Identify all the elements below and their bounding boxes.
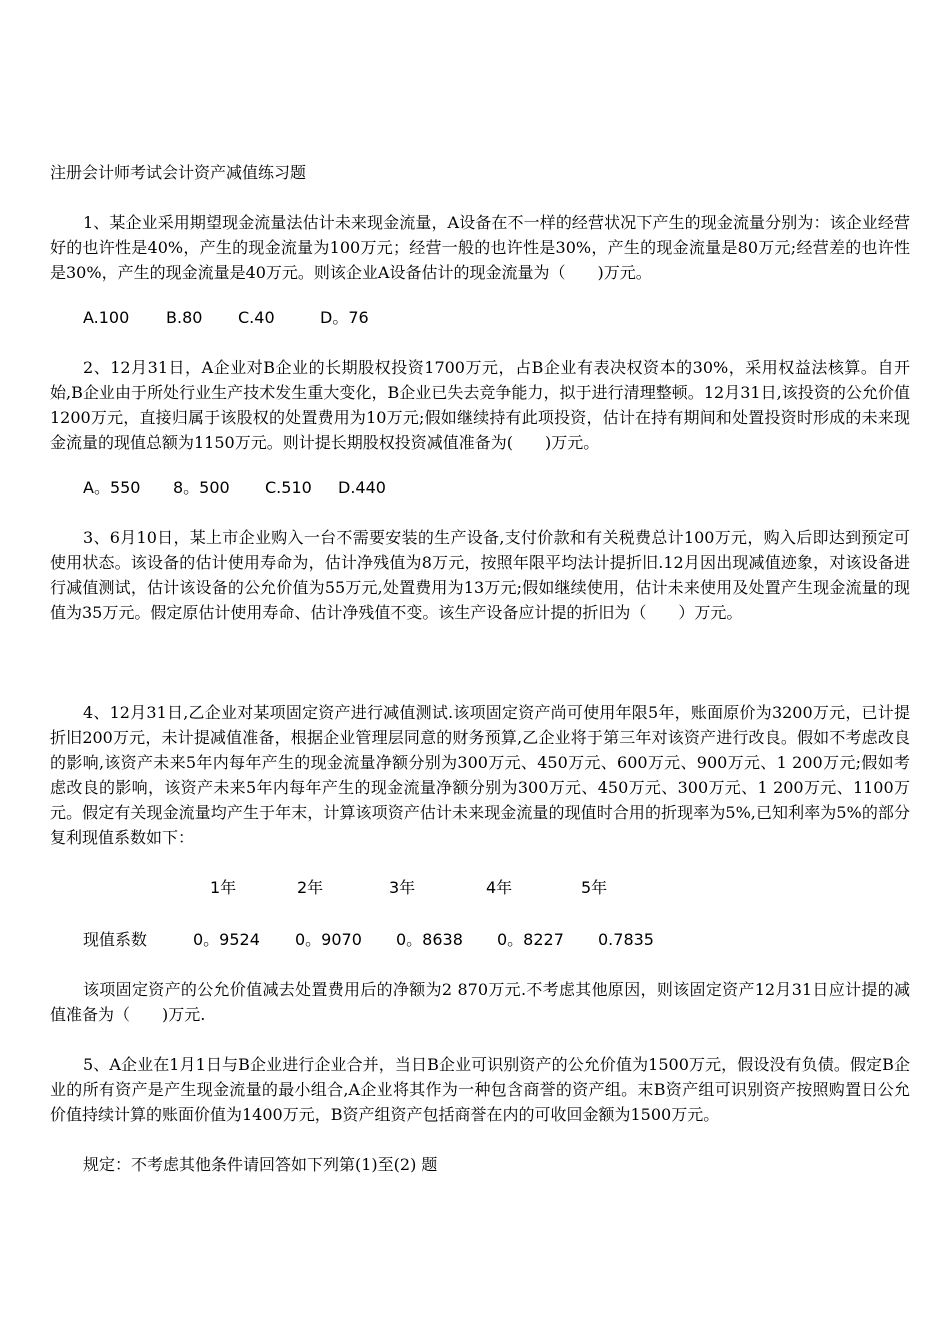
question-1-option-c: C.40 bbox=[238, 308, 275, 327]
question-2-option-b: 8。500 bbox=[173, 478, 230, 497]
question-3-text: 3、6月10日，某上市企业购入一台不需要安装的生产设备,支付价款和有关税费总计100万元，购入后即达到预定可使用状态。该设备的估计使用寿命为，估计净残值为8万元，按照年限平均法计提折旧.12月因出现减值迹象，对该设备进行减值测试，估计该设备的公允价值为55万元,处置费用为13万元;假如继续使用，估计未来使用及处置产生现金流量的现值为35万元。假定原估计使用寿命、估计净残值不变。该生产设备应计提的折旧为（ ）万元。 bbox=[50, 528, 910, 622]
discount-table-row-label: 现值系数 bbox=[83, 930, 148, 949]
discount-table-value-year-2: 0。9070 bbox=[295, 930, 362, 949]
document-page bbox=[50, 160, 910, 1177]
question-2-option-c: C.510 bbox=[265, 478, 312, 497]
question-2-text: 2、12月31日，A企业对B企业的长期股权投资1700万元，占B企业有表决权资本的30%，采用权益法核算。自开始,B企业由于所处行业生产技术发生重大变化，B企业已失去竞争能力，拟于进行清理整顿。12月31日,该投资的公允价值1200万元，直接归属于该股权的处置费用为10万元;假如继续持有此项投资，估计在持有期间和处置投资时形成的未来现金流量的现值总额为1150万元。则计提长期股权投资减值准备为( )万元。 bbox=[50, 358, 910, 452]
discount-table-value-year-4: 0。8227 bbox=[497, 930, 564, 949]
question-4-text: 4、12月31日,乙企业对某项固定资产进行减值测试.该项固定资产尚可使用年限5年，账面原价为3200万元，已计提折旧200万元，未计提减值准备，根据企业管理层同意的财务预算,乙企业将于第三年对该资产进行改良。假如不考虑改良的影响,该资产未来5年内每年产生的现金流量净额分别为300万元、450万元、600万元、900万元、1 200万元;假如考虑改良的影响，该资产未来5年内每年产生的现金流量净额分别为300万元、450万元、300万元、1 200万元、1100万元。假定有关现金流量均产生于年末，计算该项资产估计未来现金流量的现值时合用的折现率为5%,已知利率为5%的部分复利现值系数如下： bbox=[50, 703, 910, 847]
question-1-options bbox=[83, 305, 910, 330]
question-1-text: 1、某企业采用期望现金流量法估计未来现金流量，A设备在不一样的经营状况下产生的现金流量分别为：该企业经营好的也许性是40%，产生的现金流量为100万元；经营一般的也许性是30%，产生的现金流量是80万元;经营差的也许性是30%，产生的现金流量是40万元。则该企业A设备估计的现金流量为（ )万元。 bbox=[50, 213, 910, 282]
discount-table-value-year-5: 0.7835 bbox=[598, 930, 654, 949]
discount-table-value-year-3: 0。8638 bbox=[396, 930, 463, 949]
discount-table-header-row bbox=[50, 875, 910, 900]
question-2-option-a: A。550 bbox=[83, 478, 141, 497]
discount-table-header-year-5: 5年 bbox=[581, 878, 608, 897]
discount-table-value-year-1: 0。9524 bbox=[193, 930, 260, 949]
question-1-option-d: D。76 bbox=[320, 308, 369, 327]
discount-table-header-year-4: 4年 bbox=[486, 878, 513, 897]
question-5-text: 5、A企业在1月1日与B企业进行企业合并，当日B企业可识别资产的公允价值为1500万元，假设没有负债。假定B企业的所有资产是产生现金流量的最小组合,A企业将其作为一种包含商誉的资产组。末B资产组可识别资产按照购置日公允价值持续计算的账面价值为1400万元，B资产组资产包括商誉在内的可收回金额为1500万元。 bbox=[50, 1055, 910, 1124]
question-2-option-d: D.440 bbox=[338, 478, 386, 497]
question-1-option-a: A.100 bbox=[83, 308, 130, 327]
question-1-option-b: B.80 bbox=[166, 308, 203, 327]
question-5-rule: 规定：不考虑其他条件请回答如下列第(1)至(2) 题 bbox=[83, 1155, 438, 1174]
document-title: 注册会计师考试会计资产减值练习题 bbox=[50, 163, 307, 182]
discount-table-header-year-2: 2年 bbox=[297, 878, 324, 897]
discount-table-header-year-3: 3年 bbox=[389, 878, 416, 897]
question-2-options bbox=[83, 475, 910, 500]
question-4-tail-text: 该项固定资产的公允价值减去处置费用后的净额为2 870万元.不考虑其他原因，则该固定资产12月31日应计提的减值准备为（ )万元. bbox=[50, 980, 910, 1024]
discount-table-header-year-1: 1年 bbox=[210, 878, 237, 897]
discount-table-value-row bbox=[50, 927, 910, 952]
